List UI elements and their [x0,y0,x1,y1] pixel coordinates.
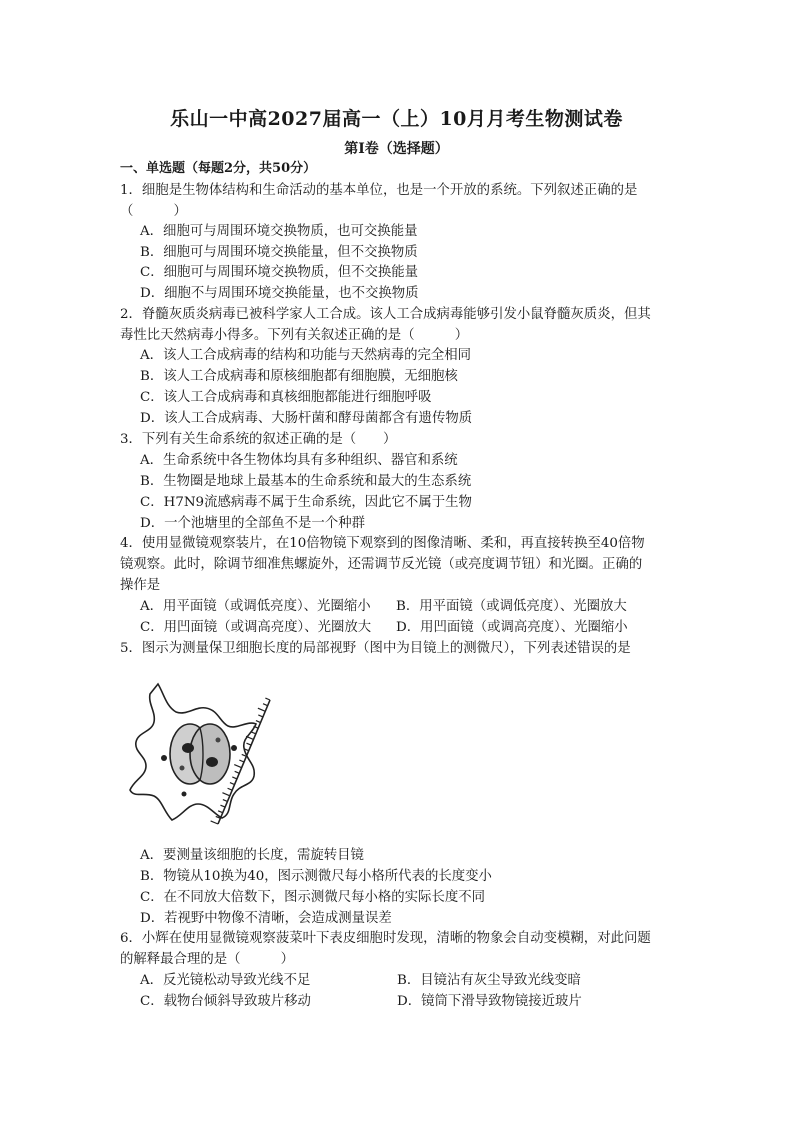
organelle-dot [231,745,237,751]
q3-option-d: D．一个池塘里的全部鱼不是一个种群 [140,516,365,531]
q4-stem-line3: 操作是 [120,578,161,593]
q2-stem-line1: 2．脊髓灰质炎病毒已被科学家人工合成。该人工合成病毒能够引发小鼠脊髓灰质炎，但其 [120,307,651,322]
guard-cell-micrometer-figure [124,676,284,834]
micrometer-tick [223,800,228,802]
micrometer-tick [256,721,261,723]
q4-option-a: A．用平面镜（或调低亮度）、光圈缩小 [140,599,371,614]
nucleus-left [182,743,194,753]
micrometer-tick [228,788,233,790]
guard-cell-right [190,724,230,784]
q3-option-b: B．生物圈是地球上最基本的生命系统和最大的生态系统 [140,474,472,489]
q6-option-a: A．反光镜松动导致光线不足 [140,973,311,988]
q2-option-d: D．该人工合成病毒、大肠杆菌和酵母菌都含有遗传物质 [140,411,473,426]
q6-stem-line1: 6．小辉在使用显微镜观察菠菜叶下表皮细胞时发现，清晰的物象会自动变模糊，对此问题 [120,931,651,946]
q1-stem-line2: （ ） [120,204,187,219]
q2-option-b: B．该人工合成病毒和原核细胞都有细胞膜，无细胞核 [140,369,458,384]
q4-option-c: C．用凹面镜（或调高亮度）、光圈放大 [140,620,372,635]
micrometer-tick [211,821,218,824]
q2-stem-line2: 毒性比天然病毒小得多。下列有关叙述正确的是（ ） [120,328,469,343]
q1-option-a: A．细胞可与周围环境交换物质，也可交换能量 [140,224,418,239]
q6-option-c: C．载物台倾斜导致玻片移动 [140,994,311,1009]
part-title: 第Ⅰ卷（选择题） [344,141,449,157]
micrometer-tick [263,704,268,706]
q6-option-b: B．目镜沾有灰尘导致光线变暗 [397,973,581,988]
exam-title: 乐山一中高2027届高一（上）10月月考生物测试卷 [170,108,623,130]
q3-stem-line1: 3．下列有关生命系统的叙述正确的是（ ） [120,432,397,447]
nucleus-right [206,757,218,767]
q5-option-a: A．要测量该细胞的长度，需旋转目镜 [140,848,364,863]
q2-option-a: A．该人工合成病毒的结构和功能与天然病毒的完全相同 [140,348,472,363]
organelle-dot [182,792,187,797]
micrometer-tick [258,708,265,711]
q5-stem-line1: 5．图示为测量保卫细胞长度的局部视野（图中为目镜上的测微尺），下列表述错误的是 [120,641,631,656]
q1-option-c: C．细胞可与周围环境交换物质，但不交换能量 [140,265,419,280]
micrometer-tick [235,771,240,773]
micrometer-tick [251,732,256,734]
q5-option-c: C．在不同放大倍数下，图示测微尺每小格的实际长度不同 [140,890,486,905]
chloroplast-dot [180,766,185,771]
q6-option-d: D．镜筒下滑导致物镜接近玻片 [397,994,582,1009]
q4-option-d: D．用凹面镜（或调高亮度）、光圈缩小 [396,620,628,635]
micrometer-tick [230,783,235,785]
micrometer-tick [232,777,237,779]
q5-option-d: D．若视野中物像不清晰，会造成测量误差 [140,911,392,926]
micrometer-tick [234,765,241,768]
q4-option-b: B．用平面镜（或调低亮度）、光圈放大 [396,599,627,614]
micrometer-tick [246,743,251,745]
q1-option-b: B．细胞可与周围环境交换能量，但不交换物质 [140,245,418,260]
micrometer-tick [222,793,229,796]
micrometer-tick [258,715,263,717]
q4-stem-line2: 镜观察。此时，除调节细准焦螺旋外，还需调节反光镜（或亮度调节钮）和光圈。正确的 [120,557,643,572]
q6-stem-line2: 的解释最合理的是（ ） [120,952,295,967]
micrometer-tick [218,811,223,813]
chloroplast-dot [216,738,221,743]
micrometer-tick [220,805,225,807]
q3-option-a: A．生命系统中各生物体均具有多种组织、器官和系统 [140,453,458,468]
organelle-dot [161,755,167,761]
section-heading: 一、单选题（每题2分，共50分） [120,161,317,176]
q1-stem-line1: 1．细胞是生物体结构和生命活动的基本单位，也是一个开放的系统。下列叙述正确的是 [120,183,638,198]
q3-option-c: C．H7N9流感病毒不属于生命系统，因此它不属于生物 [140,495,472,510]
micrometer-tick [239,760,244,762]
q2-option-c: C．该人工合成病毒和真核细胞都能进行细胞呼吸 [140,390,432,405]
q5-option-b: B．物镜从10换为40，图示测微尺每小格所代表的长度变小 [140,869,492,884]
q4-stem-line1: 4．使用显微镜观察装片，在10倍物镜下观察到的图像清晰、柔和，再直接转换至40倍物 [120,536,645,551]
micrometer-tick [265,698,270,700]
q1-option-d: D．细胞不与周围环境交换能量，也不交换物质 [140,286,419,301]
